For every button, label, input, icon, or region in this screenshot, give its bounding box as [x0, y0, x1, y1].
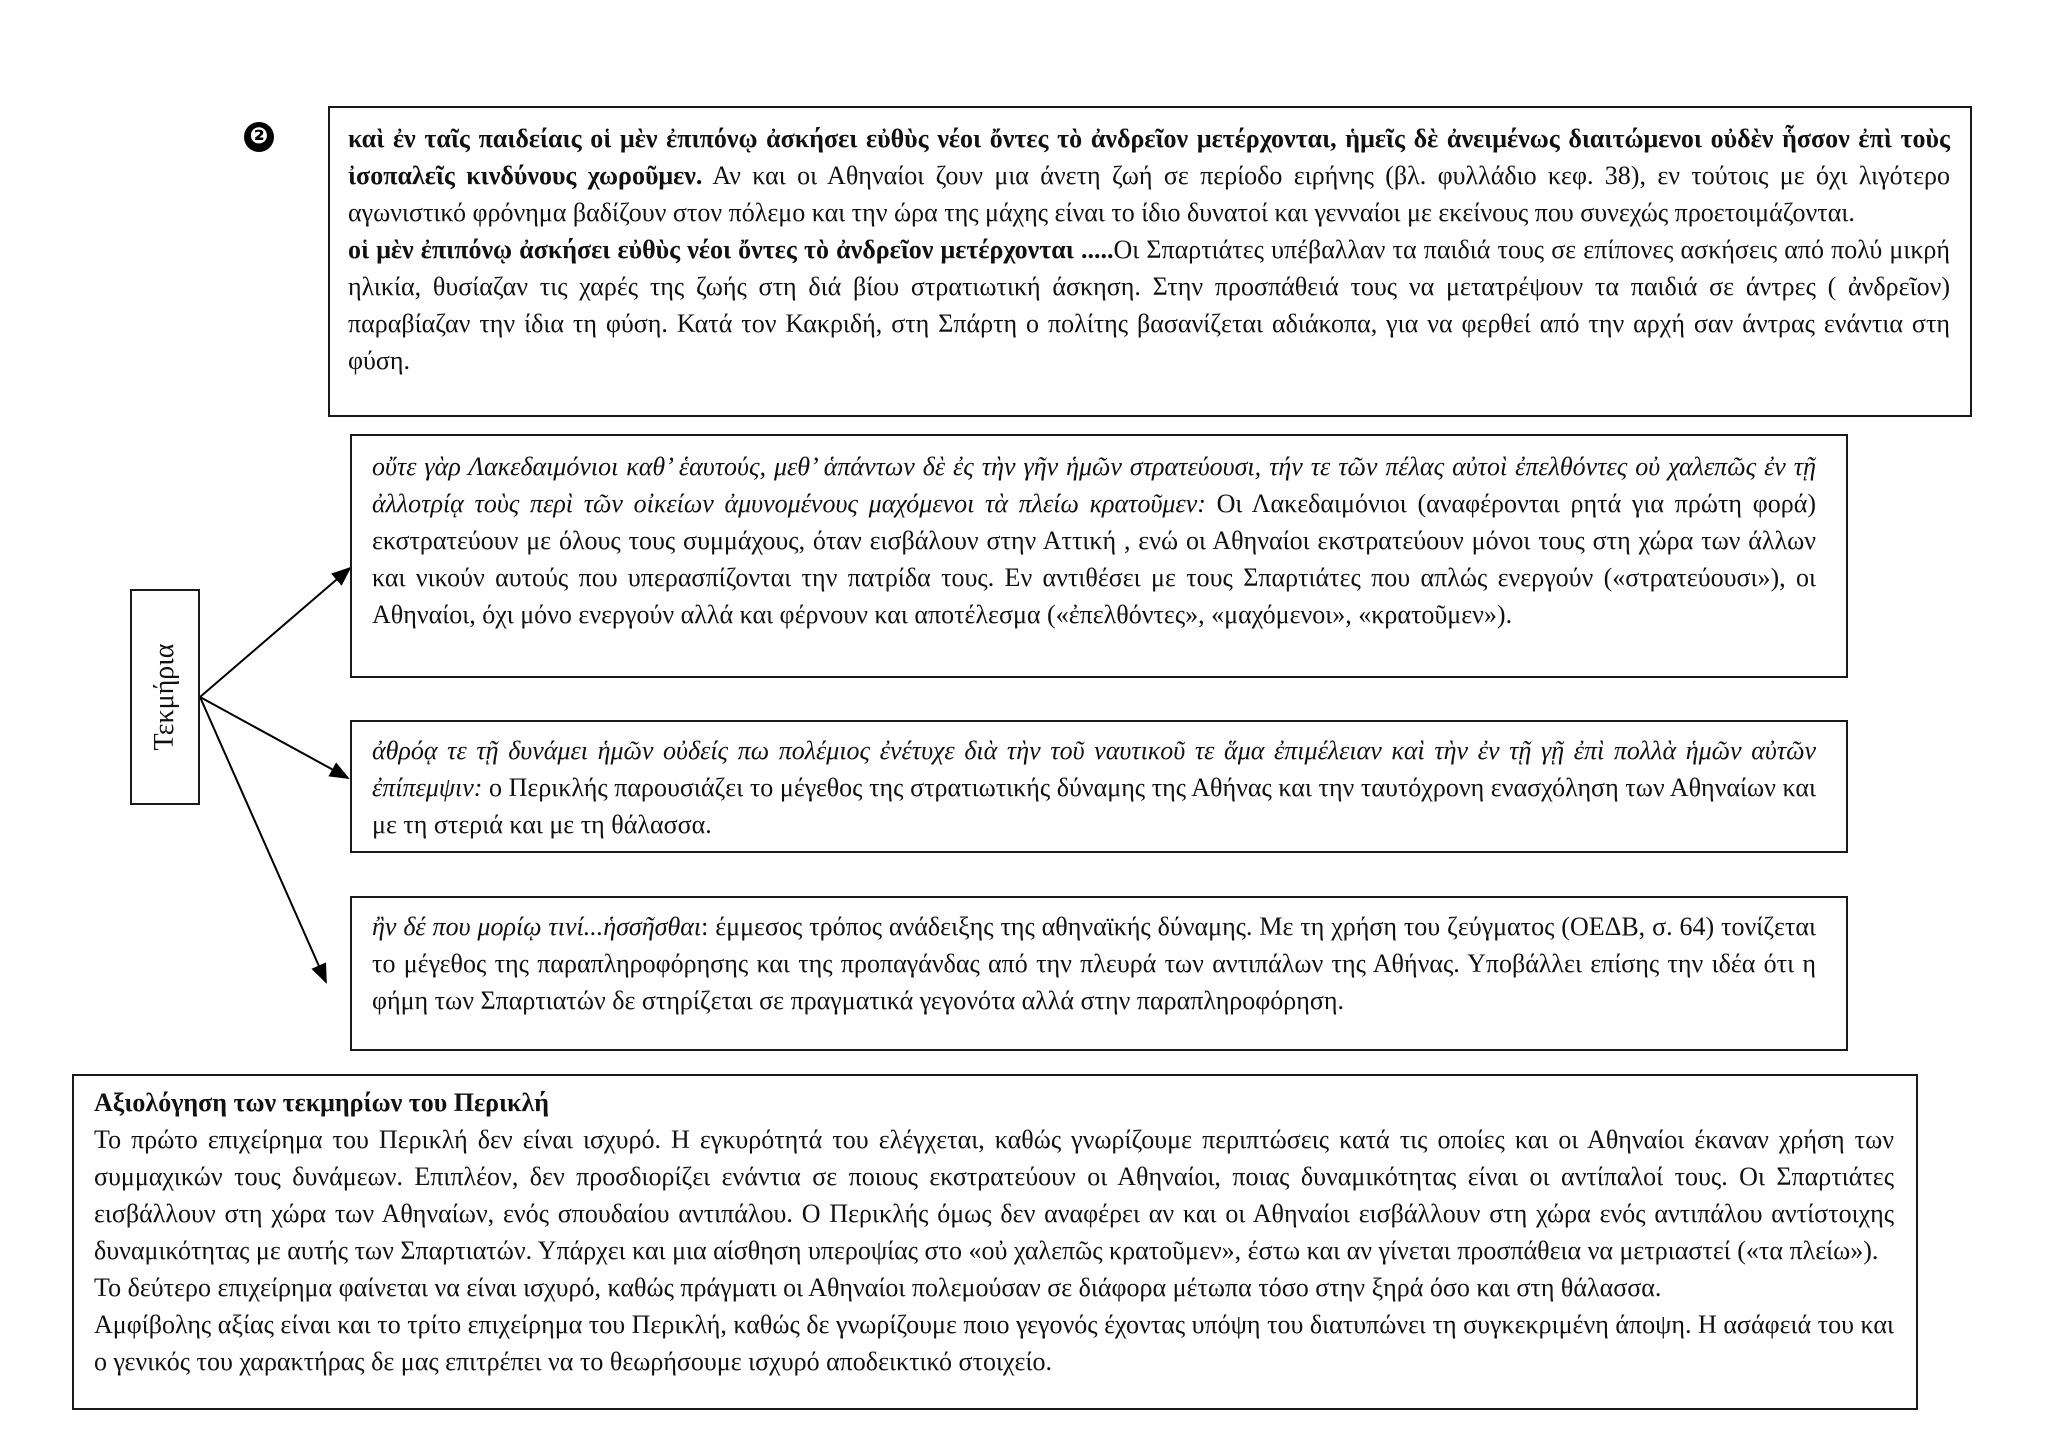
evaluation-paragraph-3: Αμφίβολης αξίας είναι και το τρίτο επιχείρημα του Περικλή, καθώς δε γνωρίζουμε ποιο γεγονός έχοντας υπόψη του διατυπώνει τη συγκεκριμένη άποψη. Η ασάφειά του και ο γενικός του χαρακτήρας δε μας επιτρέπει να το θεωρήσουμε ισχυρό αποδεικτικό στοιχείο.	[94, 1310, 1894, 1376]
evaluation-title: Αξιολόγηση των τεκμηρίων του Περικλή	[94, 1088, 550, 1117]
evidence-quote: ἢν δέ που μορίῳ τινί...ἡσσῆσθαι	[372, 912, 702, 941]
commentary-2: Οι Σπαρτιάτες υπέβαλλαν τα παιδιά τους σε επίπονες ασκήσεις από πολύ μικρή ηλικία, θυσίαζαν τις χαρές της ζωής στη διά βίου στρατιωτική άσκηση. Στην προσπάθειά τους να μετατρέψουν τα παιδιά σε άντρες ( ἀνδρεῖον) παραβίαζαν την ίδια τη φύση. Κατά τον Κακριδή, στη Σπάρτη ο πολίτης βασανίζεται αδιάκοπα, για να φερθεί από την αρχή σαν άντρας ενάντια στη φύση.	[348, 235, 1950, 375]
tekmiria-box	[130, 589, 200, 805]
evidence-box-3	[350, 896, 1848, 1051]
evidence-box-2	[350, 720, 1848, 853]
tekmiria-label: Τεκμήρια	[149, 643, 180, 751]
commentary-1: Αν και οι Αθηναίοι ζουν μια άνετη ζωή σε περίοδο ειρήνης (βλ. φυλλάδιο κεφ. 38), εν τούτοις με όχι λιγότερο αγωνιστικό φρόνημα βαδίζουν στον πόλεμο και την ώρα της μάχης είναι το ίδιο δυνατοί και γενναίοι με εκείνους που συνεχώς προετοιμάζονται.	[348, 161, 1950, 227]
greek-quote-2: οἱ μὲν ἐπιπόνῳ ἀσκήσει εὐθὺς νέοι ὄντες τὸ ἀνδρεῖον μετέρχονται .....	[348, 235, 1114, 264]
evidence-box-1	[350, 434, 1848, 678]
bullet-marker-icon: ❷	[244, 122, 274, 152]
arrow-to-evidence-1	[200, 568, 350, 697]
evaluation-box	[72, 1074, 1918, 1410]
greek-quote-1: καὶ ἐν ταῖς παιδείαις οἱ μὲν ἐπιπόνῳ ἀσκήσει εὐθὺς νέοι ὄντες τὸ ἀνδρεῖον μετέρχονται, ἡμεῖς δὲ ἀνειμένως διαιτώμενοι οὐδὲν ἧσσον ἐπὶ τοὺς ἰσοπαλεῖς κινδύνους χωροῦμεν.	[348, 124, 1950, 190]
evaluation-paragraph-2: Το δεύτερο επιχείρημα φαίνεται να είναι ισχυρό, καθώς πράγματι οι Αθηναίοι πολεμούσαν σε διάφορα μέτωπα τόσο στην ξηρά όσο και στη θάλασσα.	[94, 1273, 1662, 1302]
evidence-quote: οὔτε γὰρ Λακεδαιμόνιοι καθ’ ἑαυτούς, μεθ’ ἁπάντων δὲ ἐς τὴν γῆν ἡμῶν στρατεύουσι, τήν τε τῶν πέλας αὐτοὶ ἐπελθόντες οὐ χαλεπῶς ἐν τῇ ἀλλοτρίᾳ τοὺς περὶ τῶν οἰκείων ἀμυνομένους μαχόμενοι τὰ πλείω κρατοῦμεν:	[372, 452, 1816, 518]
evidence-commentary: ο Περικλής παρουσιάζει το μέγεθος της στρατιωτικής δύναμης της Αθήνας και την ταυτόχρονη ενασχόληση των Αθηναίων και με τη στεριά και με τη θάλασσα.	[372, 773, 1816, 839]
evidence-quote: ἀθρόᾳ τε τῇ δυνάμει ἡμῶν οὐδείς πω πολέμιος ἐνέτυχε διὰ τὴν τοῦ ναυτικοῦ τε ἅμα ἐπιμέλειαν καὶ τὴν ἐν τῇ γῇ ἐπὶ πολλὰ ἡμῶν αὐτῶν ἐπίπεμψιν:	[372, 736, 1816, 802]
arrow-to-evidence-3	[200, 697, 326, 982]
evidence-commentary: Οι Λακεδαιμόνιοι (αναφέρονται ρητά για πρώτη φορά) εκστρατεύουν με όλους τους συμμάχους, όταν εισβάλουν στην Αττική , ενώ οι Αθηναίοι εκστρατεύουν μόνοι τους στη χώρα των άλλων και νικούν αυτούς που υπερασπίζονται την πατρίδα τους. Εν αντιθέσει με τους Σπαρτιάτες που απλώς ενεργούν («στρατεύουσι»), οι Αθηναίοι, όχι μόνο ενεργούν αλλά και φέρνουν και αποτέλεσμα («ἐπελθόντες», «μαχόμενοι», «κρατοῦμεν»).	[372, 489, 1816, 629]
evaluation-paragraph-1: Το πρώτο επιχείρημα του Περικλή δεν είναι ισχυρό. Η εγκυρότητά του ελέγχεται, καθώς γνωρίζουμε περιπτώσεις κατά τις οποίες και οι Αθηναίοι έκαναν χρήση των συμμαχικών τους δυνάμεων. Επιπλέον, δεν προσδιορίζει ενάντια σε ποιους εκστρατεύουν οι Αθηναίοι, ποιας δυναμικότητας είναι οι αντίπαλοί τους. Οι Σπαρτιάτες εισβάλλουν στη χώρα των Αθηναίων, ενός σπουδαίου αντιπάλου. Ο Περικλής όμως δεν αναφέρει αν και οι Αθηναίοι εισβάλλουν στη χώρα ενός αντιπάλου αντίστοιχης δυναμικότητας με αυτής των Σπαρτιατών. Υπάρχει και μια αίσθηση υπεροψίας στο «οὐ χαλεπῶς κρατοῦμεν», έστω και αν γίνεται προσπάθεια να μετριαστεί («τα πλείω»).	[94, 1125, 1894, 1265]
evidence-commentary: : έμμεσος τρόπος ανάδειξης της αθηναϊκής δύναμης. Με τη χρήση του ζεύγματος (ΟΕΔΒ, σ. 64) τονίζεται το μέγεθος της παραπληροφόρησης και της προπαγάνδας από την πλευρά των αντιπάλων της Αθήνας. Υποβάλλει επίσης την ιδέα ότι η φήμη των Σπαρτιατών δε στηρίζεται σε πραγματικά γεγονότα αλλά στην παραπληροφόρηση.	[372, 912, 1816, 1015]
arrow-to-evidence-2	[200, 697, 348, 778]
